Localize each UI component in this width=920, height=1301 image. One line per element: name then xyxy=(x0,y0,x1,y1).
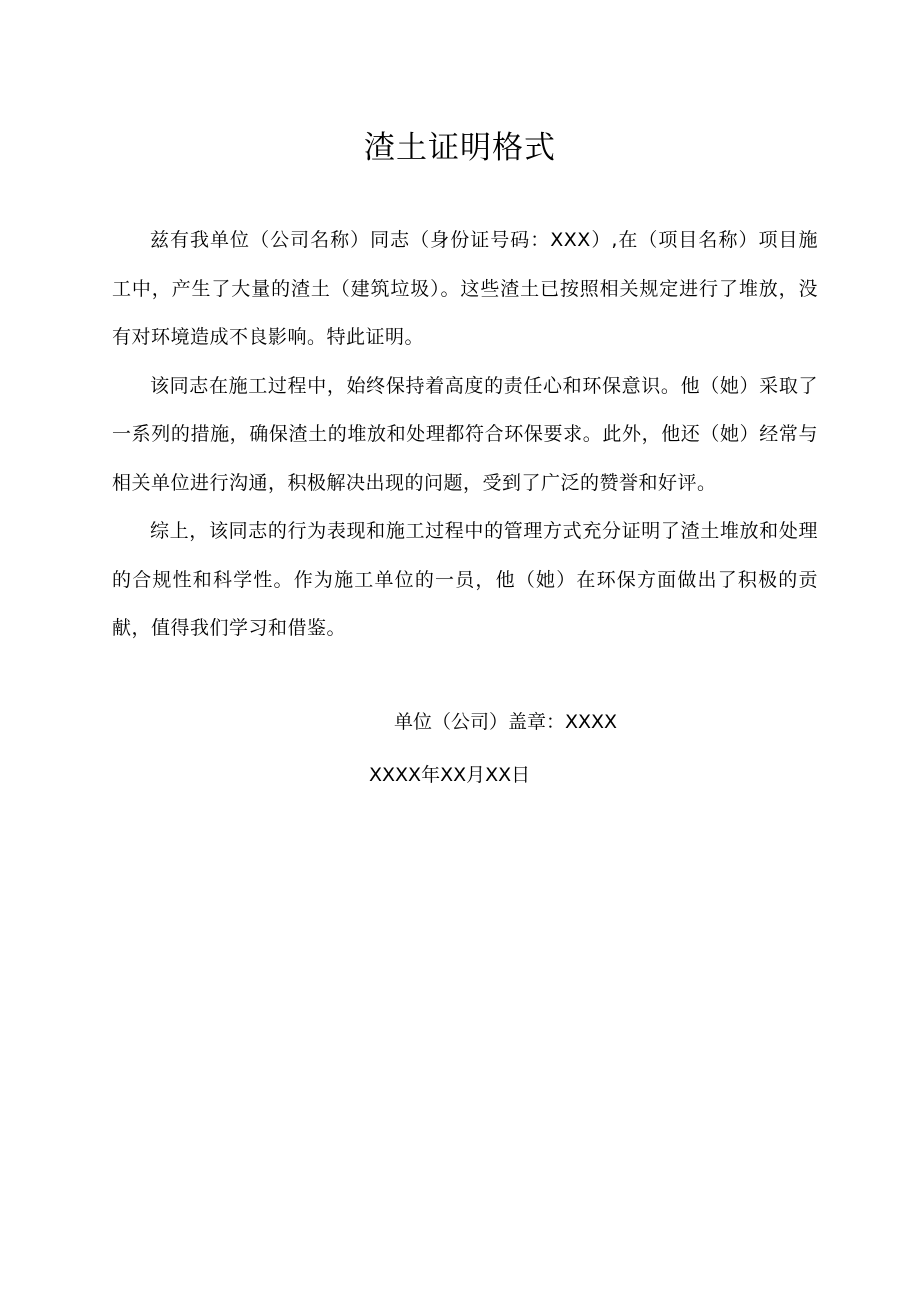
date-line: XXXX年XX月XX日 xyxy=(369,764,531,786)
paragraph-2: 该同志在施工过程中，始终保持着高度的责任心和环保意识。他（她）采取了一系列的措施，确保渣土的堆放和处理都符合环保要求。此外，他还（她）经常与相关单位进行沟通，积极解决出现的问题，受到了广泛的赞誉和好评。 xyxy=(112,374,818,494)
document-body xyxy=(112,216,818,653)
document-title: 渣土证明格式 xyxy=(364,130,556,166)
paragraph-1: 兹有我单位（公司名称）同志（身份证号码：XXX）,在（项目名称）项目施工中，产生了大量的渣土（建筑垃圾）。这些渣土已按照相关规定进行了堆放，没有对环境造成不良影响。特此证明。 xyxy=(112,229,818,348)
stamp-line: 单位（公司）盖章：XXXX xyxy=(394,711,618,733)
paragraph-3: 综上，该同志的行为表现和施工过程中的管理方式充分证明了渣土堆放和处理的合规性和科学性。作为施工单位的一员，他（她）在环保方面做出了积极的贡献，值得我们学习和借鉴。 xyxy=(112,520,818,639)
